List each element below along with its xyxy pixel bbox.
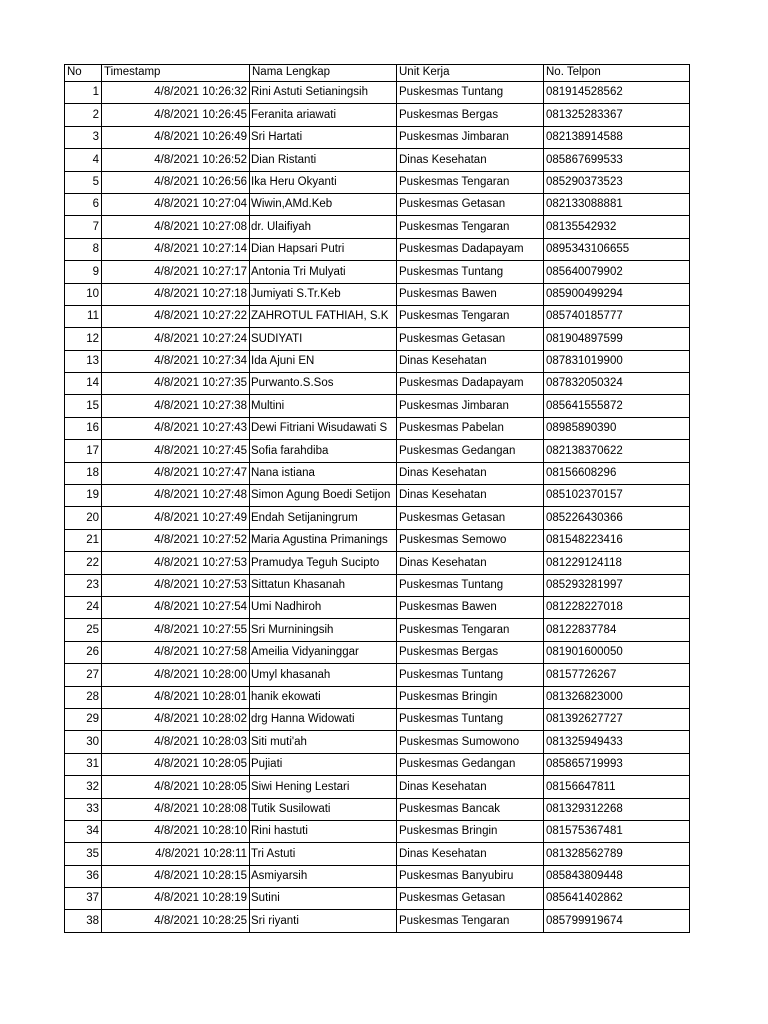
cell-timestamp: 4/8/2021 10:26:52 bbox=[102, 149, 250, 171]
cell-timestamp: 4/8/2021 10:27:48 bbox=[102, 485, 250, 507]
cell-nama-lengkap: Antonia Tri Mulyati bbox=[250, 261, 397, 283]
table-row bbox=[65, 820, 690, 842]
cell-unit-kerja: Dinas Kesehatan bbox=[397, 552, 544, 574]
table-row bbox=[65, 596, 690, 618]
cell-no-telpon: 085290373523 bbox=[544, 171, 690, 193]
cell-no: 34 bbox=[65, 820, 102, 842]
table-row bbox=[65, 238, 690, 260]
cell-unit-kerja: Puskesmas Gedangan bbox=[397, 440, 544, 462]
cell-timestamp: 4/8/2021 10:27:24 bbox=[102, 328, 250, 350]
cell-no-telpon: 085641555872 bbox=[544, 395, 690, 417]
cell-nama-lengkap: Ika Heru Okyanti bbox=[250, 171, 397, 193]
cell-no: 19 bbox=[65, 485, 102, 507]
cell-no-telpon: 081326823000 bbox=[544, 686, 690, 708]
cell-nama-lengkap: Purwanto.S.Sos bbox=[250, 373, 397, 395]
cell-unit-kerja: Puskesmas Getasan bbox=[397, 193, 544, 215]
cell-unit-kerja: Puskesmas Tuntang bbox=[397, 82, 544, 104]
cell-nama-lengkap: drg Hanna Widowati bbox=[250, 708, 397, 730]
cell-no: 14 bbox=[65, 373, 102, 395]
cell-timestamp: 4/8/2021 10:28:10 bbox=[102, 820, 250, 842]
cell-nama-lengkap: Siwi Hening Lestari bbox=[250, 776, 397, 798]
table-row bbox=[65, 104, 690, 126]
cell-nama-lengkap: Sittatun Khasanah bbox=[250, 574, 397, 596]
cell-no: 15 bbox=[65, 395, 102, 417]
cell-timestamp: 4/8/2021 10:28:08 bbox=[102, 798, 250, 820]
cell-unit-kerja: Puskesmas Dadapayam bbox=[397, 238, 544, 260]
header-timestamp: Timestamp bbox=[102, 65, 250, 82]
table-row bbox=[65, 843, 690, 865]
cell-no-telpon: 085740185777 bbox=[544, 305, 690, 327]
cell-timestamp: 4/8/2021 10:28:11 bbox=[102, 843, 250, 865]
cell-nama-lengkap: Simon Agung Boedi Setijon bbox=[250, 485, 397, 507]
cell-no-telpon: 085900499294 bbox=[544, 283, 690, 305]
cell-unit-kerja: Puskesmas Banyubiru bbox=[397, 865, 544, 887]
table-row bbox=[65, 261, 690, 283]
cell-nama-lengkap: Tri Astuti bbox=[250, 843, 397, 865]
table-row bbox=[65, 462, 690, 484]
table-row bbox=[65, 82, 690, 104]
cell-no-telpon: 081329312268 bbox=[544, 798, 690, 820]
cell-no-telpon: 081904897599 bbox=[544, 328, 690, 350]
cell-no: 6 bbox=[65, 193, 102, 215]
table-row bbox=[65, 126, 690, 148]
cell-no-telpon: 085843809448 bbox=[544, 865, 690, 887]
cell-no-telpon: 085799919674 bbox=[544, 910, 690, 932]
cell-unit-kerja: Puskesmas Jimbaran bbox=[397, 395, 544, 417]
cell-unit-kerja: Puskesmas Tengaran bbox=[397, 216, 544, 238]
cell-timestamp: 4/8/2021 10:27:49 bbox=[102, 507, 250, 529]
cell-timestamp: 4/8/2021 10:27:38 bbox=[102, 395, 250, 417]
cell-no-telpon: 082133088881 bbox=[544, 193, 690, 215]
cell-timestamp: 4/8/2021 10:27:22 bbox=[102, 305, 250, 327]
cell-unit-kerja: Puskesmas Semowo bbox=[397, 529, 544, 551]
cell-nama-lengkap: Pujiati bbox=[250, 753, 397, 775]
cell-no-telpon: 0895343106655 bbox=[544, 238, 690, 260]
cell-nama-lengkap: Dian Hapsari Putri bbox=[250, 238, 397, 260]
cell-nama-lengkap: Siti muti'ah bbox=[250, 731, 397, 753]
cell-no-telpon: 081325283367 bbox=[544, 104, 690, 126]
cell-unit-kerja: Dinas Kesehatan bbox=[397, 462, 544, 484]
cell-timestamp: 4/8/2021 10:27:08 bbox=[102, 216, 250, 238]
cell-no: 23 bbox=[65, 574, 102, 596]
cell-no-telpon: 081325949433 bbox=[544, 731, 690, 753]
cell-timestamp: 4/8/2021 10:27:43 bbox=[102, 417, 250, 439]
cell-unit-kerja: Dinas Kesehatan bbox=[397, 843, 544, 865]
cell-timestamp: 4/8/2021 10:26:56 bbox=[102, 171, 250, 193]
table-row bbox=[65, 753, 690, 775]
cell-no: 2 bbox=[65, 104, 102, 126]
table-row bbox=[65, 216, 690, 238]
cell-no: 3 bbox=[65, 126, 102, 148]
cell-timestamp: 4/8/2021 10:28:00 bbox=[102, 664, 250, 686]
cell-timestamp: 4/8/2021 10:28:19 bbox=[102, 888, 250, 910]
cell-nama-lengkap: Ameilia Vidyaninggar bbox=[250, 641, 397, 663]
cell-unit-kerja: Puskesmas Tuntang bbox=[397, 261, 544, 283]
cell-no: 33 bbox=[65, 798, 102, 820]
header-no-telpon: No. Telpon bbox=[544, 65, 690, 82]
cell-no-telpon: 08985890390 bbox=[544, 417, 690, 439]
cell-unit-kerja: Puskesmas Bringin bbox=[397, 820, 544, 842]
cell-timestamp: 4/8/2021 10:27:18 bbox=[102, 283, 250, 305]
cell-no-telpon: 085641402862 bbox=[544, 888, 690, 910]
table-row bbox=[65, 417, 690, 439]
cell-no: 38 bbox=[65, 910, 102, 932]
cell-unit-kerja: Puskesmas Jimbaran bbox=[397, 126, 544, 148]
table-row bbox=[65, 485, 690, 507]
cell-timestamp: 4/8/2021 10:27:34 bbox=[102, 350, 250, 372]
cell-no: 36 bbox=[65, 865, 102, 887]
cell-no-telpon: 08156647811 bbox=[544, 776, 690, 798]
table-row bbox=[65, 149, 690, 171]
cell-nama-lengkap: Dian Ristanti bbox=[250, 149, 397, 171]
cell-no: 25 bbox=[65, 619, 102, 641]
cell-no-telpon: 08135542932 bbox=[544, 216, 690, 238]
cell-timestamp: 4/8/2021 10:27:45 bbox=[102, 440, 250, 462]
cell-timestamp: 4/8/2021 10:27:04 bbox=[102, 193, 250, 215]
cell-timestamp: 4/8/2021 10:28:05 bbox=[102, 753, 250, 775]
cell-no: 11 bbox=[65, 305, 102, 327]
cell-no-telpon: 085102370157 bbox=[544, 485, 690, 507]
cell-no-telpon: 081328562789 bbox=[544, 843, 690, 865]
table-row bbox=[65, 641, 690, 663]
cell-unit-kerja: Dinas Kesehatan bbox=[397, 149, 544, 171]
cell-timestamp: 4/8/2021 10:27:53 bbox=[102, 574, 250, 596]
table-row bbox=[65, 708, 690, 730]
cell-nama-lengkap: Sutini bbox=[250, 888, 397, 910]
cell-no-telpon: 087832050324 bbox=[544, 373, 690, 395]
table-row bbox=[65, 910, 690, 932]
cell-nama-lengkap: Rini hastuti bbox=[250, 820, 397, 842]
cell-no: 8 bbox=[65, 238, 102, 260]
cell-nama-lengkap: Sri Murniningsih bbox=[250, 619, 397, 641]
cell-timestamp: 4/8/2021 10:27:53 bbox=[102, 552, 250, 574]
cell-unit-kerja: Puskesmas Pabelan bbox=[397, 417, 544, 439]
cell-no: 5 bbox=[65, 171, 102, 193]
cell-unit-kerja: Puskesmas Tuntang bbox=[397, 574, 544, 596]
cell-nama-lengkap: Sri Hartati bbox=[250, 126, 397, 148]
cell-no-telpon: 085865719993 bbox=[544, 753, 690, 775]
table-row bbox=[65, 574, 690, 596]
cell-nama-lengkap: Wiwin,AMd.Keb bbox=[250, 193, 397, 215]
cell-unit-kerja: Puskesmas Getasan bbox=[397, 888, 544, 910]
table-row bbox=[65, 552, 690, 574]
cell-unit-kerja: Puskesmas Bawen bbox=[397, 596, 544, 618]
header-unit-kerja: Unit Kerja bbox=[397, 65, 544, 82]
cell-no-telpon: 081228227018 bbox=[544, 596, 690, 618]
cell-no-telpon: 082138370622 bbox=[544, 440, 690, 462]
cell-no: 20 bbox=[65, 507, 102, 529]
table-row bbox=[65, 328, 690, 350]
cell-no: 4 bbox=[65, 149, 102, 171]
table-row bbox=[65, 305, 690, 327]
cell-no: 26 bbox=[65, 641, 102, 663]
cell-unit-kerja: Puskesmas Tengaran bbox=[397, 171, 544, 193]
cell-no-telpon: 085226430366 bbox=[544, 507, 690, 529]
cell-unit-kerja: Puskesmas Tengaran bbox=[397, 305, 544, 327]
cell-timestamp: 4/8/2021 10:27:54 bbox=[102, 596, 250, 618]
table-row bbox=[65, 507, 690, 529]
table-row bbox=[65, 350, 690, 372]
cell-unit-kerja: Puskesmas Tengaran bbox=[397, 619, 544, 641]
cell-no: 7 bbox=[65, 216, 102, 238]
table-row bbox=[65, 529, 690, 551]
cell-no-telpon: 085293281997 bbox=[544, 574, 690, 596]
cell-nama-lengkap: Ida Ajuni EN bbox=[250, 350, 397, 372]
cell-nama-lengkap: Sri riyanti bbox=[250, 910, 397, 932]
cell-nama-lengkap: Jumiyati S.Tr.Keb bbox=[250, 283, 397, 305]
cell-no-telpon: 081901600050 bbox=[544, 641, 690, 663]
cell-nama-lengkap: SUDIYATI bbox=[250, 328, 397, 350]
cell-unit-kerja: Puskesmas Getasan bbox=[397, 507, 544, 529]
cell-unit-kerja: Dinas Kesehatan bbox=[397, 485, 544, 507]
table-row bbox=[65, 193, 690, 215]
cell-timestamp: 4/8/2021 10:27:52 bbox=[102, 529, 250, 551]
cell-timestamp: 4/8/2021 10:28:05 bbox=[102, 776, 250, 798]
cell-no: 24 bbox=[65, 596, 102, 618]
cell-unit-kerja: Puskesmas Tuntang bbox=[397, 708, 544, 730]
cell-no-telpon: 082138914588 bbox=[544, 126, 690, 148]
cell-no: 31 bbox=[65, 753, 102, 775]
cell-nama-lengkap: dr. Ulaifiyah bbox=[250, 216, 397, 238]
cell-no-telpon: 08157726267 bbox=[544, 664, 690, 686]
cell-no: 32 bbox=[65, 776, 102, 798]
cell-no: 18 bbox=[65, 462, 102, 484]
table-body bbox=[65, 82, 690, 933]
cell-timestamp: 4/8/2021 10:28:25 bbox=[102, 910, 250, 932]
cell-no-telpon: 081229124118 bbox=[544, 552, 690, 574]
cell-no: 35 bbox=[65, 843, 102, 865]
cell-no: 30 bbox=[65, 731, 102, 753]
cell-nama-lengkap: Maria Agustina Primanings bbox=[250, 529, 397, 551]
cell-nama-lengkap: Asmiyarsih bbox=[250, 865, 397, 887]
cell-nama-lengkap: Pramudya Teguh Sucipto bbox=[250, 552, 397, 574]
cell-no-telpon: 08156608296 bbox=[544, 462, 690, 484]
cell-timestamp: 4/8/2021 10:28:01 bbox=[102, 686, 250, 708]
cell-timestamp: 4/8/2021 10:27:55 bbox=[102, 619, 250, 641]
cell-nama-lengkap: Endah Setijaningrum bbox=[250, 507, 397, 529]
cell-nama-lengkap: Dewi Fitriani Wisudawati S bbox=[250, 417, 397, 439]
cell-timestamp: 4/8/2021 10:26:49 bbox=[102, 126, 250, 148]
cell-nama-lengkap: Rini Astuti Setianingsih bbox=[250, 82, 397, 104]
cell-no: 22 bbox=[65, 552, 102, 574]
table-row bbox=[65, 798, 690, 820]
table-row bbox=[65, 171, 690, 193]
cell-nama-lengkap: Sofia farahdiba bbox=[250, 440, 397, 462]
cell-unit-kerja: Puskesmas Tengaran bbox=[397, 910, 544, 932]
cell-nama-lengkap: ZAHROTUL FATHIAH, S.K bbox=[250, 305, 397, 327]
cell-timestamp: 4/8/2021 10:27:47 bbox=[102, 462, 250, 484]
cell-timestamp: 4/8/2021 10:26:45 bbox=[102, 104, 250, 126]
cell-no-telpon: 08122837784 bbox=[544, 619, 690, 641]
cell-nama-lengkap: Feranita ariawati bbox=[250, 104, 397, 126]
cell-timestamp: 4/8/2021 10:28:02 bbox=[102, 708, 250, 730]
cell-unit-kerja: Dinas Kesehatan bbox=[397, 350, 544, 372]
cell-nama-lengkap: Nana istiana bbox=[250, 462, 397, 484]
cell-no: 28 bbox=[65, 686, 102, 708]
cell-unit-kerja: Puskesmas Sumowono bbox=[397, 731, 544, 753]
table-row bbox=[65, 619, 690, 641]
cell-timestamp: 4/8/2021 10:28:03 bbox=[102, 731, 250, 753]
cell-timestamp: 4/8/2021 10:27:35 bbox=[102, 373, 250, 395]
cell-nama-lengkap: Tutik Susilowati bbox=[250, 798, 397, 820]
table-row bbox=[65, 373, 690, 395]
cell-no: 21 bbox=[65, 529, 102, 551]
cell-no: 27 bbox=[65, 664, 102, 686]
table-row bbox=[65, 776, 690, 798]
cell-timestamp: 4/8/2021 10:27:17 bbox=[102, 261, 250, 283]
cell-no: 17 bbox=[65, 440, 102, 462]
cell-unit-kerja: Puskesmas Getasan bbox=[397, 328, 544, 350]
cell-no: 13 bbox=[65, 350, 102, 372]
header-row bbox=[65, 65, 690, 82]
cell-timestamp: 4/8/2021 10:26:32 bbox=[102, 82, 250, 104]
cell-no: 10 bbox=[65, 283, 102, 305]
cell-no-telpon: 081575367481 bbox=[544, 820, 690, 842]
cell-no-telpon: 085640079902 bbox=[544, 261, 690, 283]
cell-timestamp: 4/8/2021 10:27:58 bbox=[102, 641, 250, 663]
attendance-table bbox=[64, 64, 690, 933]
cell-no: 29 bbox=[65, 708, 102, 730]
cell-unit-kerja: Puskesmas Tuntang bbox=[397, 664, 544, 686]
table-row bbox=[65, 865, 690, 887]
cell-no: 12 bbox=[65, 328, 102, 350]
table-row bbox=[65, 686, 690, 708]
table-row bbox=[65, 731, 690, 753]
cell-unit-kerja: Puskesmas Bringin bbox=[397, 686, 544, 708]
cell-unit-kerja: Puskesmas Bancak bbox=[397, 798, 544, 820]
cell-nama-lengkap: Multini bbox=[250, 395, 397, 417]
cell-timestamp: 4/8/2021 10:27:14 bbox=[102, 238, 250, 260]
cell-no-telpon: 081914528562 bbox=[544, 82, 690, 104]
cell-no: 37 bbox=[65, 888, 102, 910]
cell-unit-kerja: Puskesmas Bergas bbox=[397, 104, 544, 126]
table-row bbox=[65, 664, 690, 686]
table-row bbox=[65, 440, 690, 462]
table-row bbox=[65, 395, 690, 417]
cell-no-telpon: 085867699533 bbox=[544, 149, 690, 171]
cell-timestamp: 4/8/2021 10:28:15 bbox=[102, 865, 250, 887]
cell-no-telpon: 081548223416 bbox=[544, 529, 690, 551]
cell-unit-kerja: Puskesmas Gedangan bbox=[397, 753, 544, 775]
cell-no-telpon: 081392627727 bbox=[544, 708, 690, 730]
cell-unit-kerja: Puskesmas Bawen bbox=[397, 283, 544, 305]
cell-nama-lengkap: hanik ekowati bbox=[250, 686, 397, 708]
table-row bbox=[65, 888, 690, 910]
cell-nama-lengkap: Umi Nadhiroh bbox=[250, 596, 397, 618]
table-row bbox=[65, 283, 690, 305]
cell-no-telpon: 087831019900 bbox=[544, 350, 690, 372]
cell-no: 9 bbox=[65, 261, 102, 283]
header-no: No bbox=[65, 65, 102, 82]
cell-no: 16 bbox=[65, 417, 102, 439]
cell-unit-kerja: Puskesmas Dadapayam bbox=[397, 373, 544, 395]
cell-nama-lengkap: Umyl khasanah bbox=[250, 664, 397, 686]
header-nama-lengkap: Nama Lengkap bbox=[250, 65, 397, 82]
cell-unit-kerja: Puskesmas Bergas bbox=[397, 641, 544, 663]
cell-no: 1 bbox=[65, 82, 102, 104]
cell-unit-kerja: Dinas Kesehatan bbox=[397, 776, 544, 798]
